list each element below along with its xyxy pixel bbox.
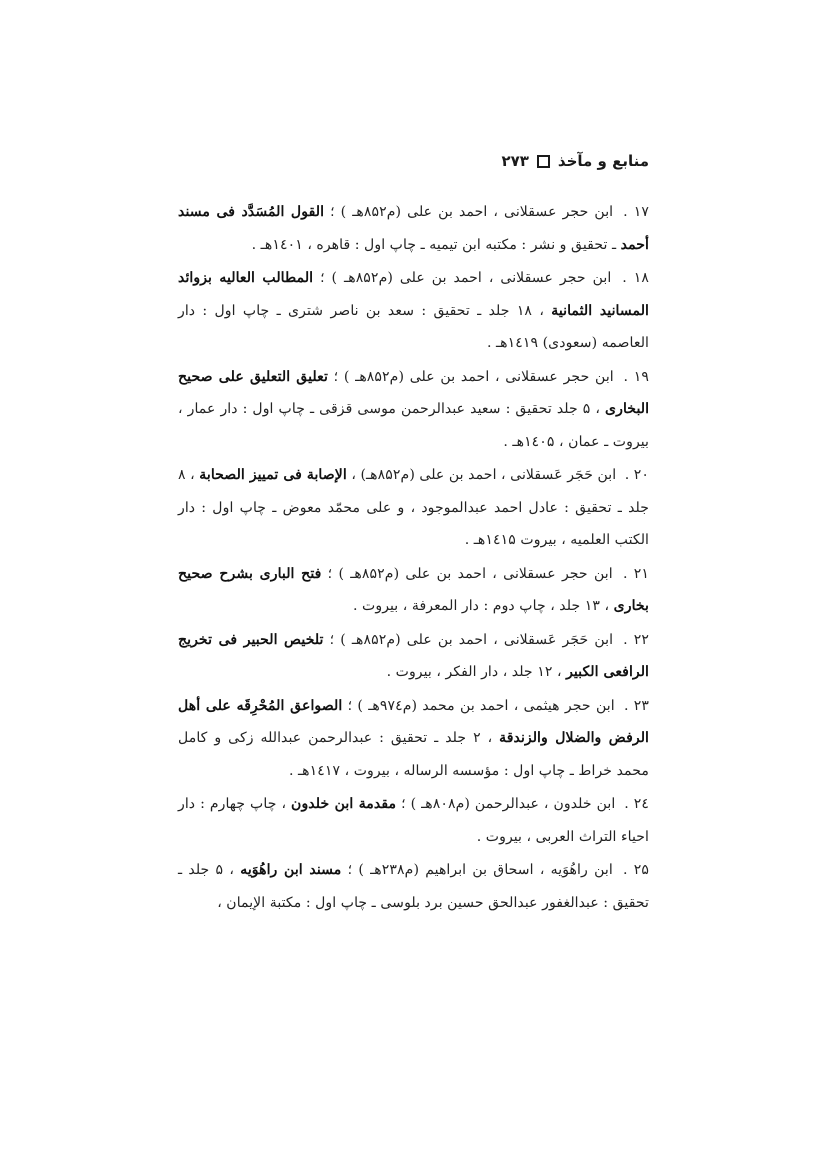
entry-number: ۲۳ .	[623, 697, 649, 714]
bibliography-list	[178, 196, 649, 920]
entry-details: ، ۱۸ جلد ـ تحقیق : سعد بن ناصر شتری ـ چاپ اول : دار العاصمه (سعودی) ۱٤۱۹هـ .	[178, 302, 649, 351]
entry-author: ابن حجر عسقلانی ، احمد بن علی (م۸۵۲هـ ) ؛	[320, 270, 612, 286]
square-ornament-icon	[537, 155, 550, 168]
entry-details: ، ۱۳ جلد ، چاپ دوم : دار المعرفة ، بیروت .	[352, 598, 610, 614]
entry-title: مسند ابن راهُوَیه	[240, 862, 342, 878]
entry-details: ، ۵ جلد ـ تحقیق : عبدالغفور عبدالحق حسین برد بلوسی ـ چاپ اول : مکتبة الإیمان ،	[178, 862, 649, 911]
entry-number: ۲۵ .	[623, 862, 649, 878]
bibliography-entry	[178, 788, 649, 853]
entry-author: ابن راهُوَیه ، اسحاق بن ابراهیم (م۲۳۸هـ ) ؛	[347, 862, 613, 878]
entry-title: الإصابة فی تمییز الصحابة	[199, 467, 347, 483]
entry-author: ابن حجر هیثمی ، احمد بن محمد (م۹۷٤هـ ) ؛	[347, 697, 615, 714]
running-header	[178, 152, 649, 170]
entry-title: القول المُسَدَّد فی مسند أحمد	[178, 204, 649, 253]
entry-number: ۲۱ .	[622, 565, 649, 582]
bibliography-entry	[178, 196, 649, 261]
entry-number: ۱۹ .	[623, 368, 649, 385]
entry-author: ابن حجر عسقلانی ، احمد بن علی (م۸۵۲هـ ) ؛	[333, 368, 614, 385]
bibliography-entry	[178, 262, 649, 360]
entry-title: مقدمة ابن خلدون	[291, 796, 397, 812]
entry-title: تعلیق التعلیق علی صحیح البخاری	[178, 368, 650, 417]
entry-author: ابن حَجَر عَسقلانی ، احمد بن علی (م۸۵۲هـ) ،	[351, 467, 617, 483]
entry-details: ـ تحقیق و نشر : مکتبه ابن تیمیه ـ چاپ اول : قاهره ، ۱٤۰۱هـ .	[251, 236, 617, 253]
header-title: منابع و مآخذ	[557, 152, 649, 170]
entry-author: ابن خلدون ، عبدالرحمن (م۸۰۸هـ ) ؛	[401, 796, 616, 812]
entry-number: ۲۰ .	[624, 467, 650, 483]
entry-number: ۲٤ .	[624, 796, 650, 812]
bibliography-entry	[178, 558, 649, 623]
entry-title: فتح الباری بشرح صحیح بخاری	[178, 565, 649, 614]
entry-details: ، ۸ جلد ـ تحقیق : عادل احمد عبدالموجود ، و علی محمّد معوض ـ چاپ اول : دار الکتب العلمیه ، بیروت ۱٤۱۵هـ .	[178, 467, 649, 548]
bibliography-entry	[178, 854, 649, 919]
entry-author: ابن حجر عسقلانی ، احمد بن علی (م۸۵۲هـ ) ؛	[330, 204, 614, 220]
entry-author: ابن حَجَر عَسقلانی ، احمد بن علی (م۸۵۲هـ ) ؛	[329, 631, 614, 648]
bibliography-entry	[178, 459, 649, 557]
entry-number: ۱۷ .	[623, 204, 649, 220]
entry-title: تلخیص الحبیر فی تخریج الرافعی الکبیر	[178, 631, 649, 680]
entry-details: ، ۱۲ جلد ، دار الفکر ، بیروت .	[386, 664, 562, 680]
entry-number: ۲۲ .	[623, 631, 650, 648]
entry-details: ، چاپ چهارم : دار احیاء التراث العربی ، بیروت .	[178, 796, 649, 845]
bibliography-entry	[178, 361, 649, 459]
entry-title: الصواعق المُحْرِقَه علی أهل الرفض والضلال والزندقة	[178, 697, 649, 746]
entry-title: المطالب العالیه بزوائد المسانید الثمانیة	[178, 270, 649, 319]
page-number: ۲۷۳	[501, 152, 529, 170]
entry-details: ، ۵ جلد تحقیق : سعید عبدالرحمن موسی قزقی ـ چاپ اول : دار عمار ، بیروت ـ عمان ، ۱٤۰۵هـ .	[178, 401, 649, 450]
bibliography-entry	[178, 624, 649, 689]
entry-details: ، ۲ جلد ـ تحقیق : عبدالرحمن عبدالله زکی و کامل محمد خراط ـ چاپ اول : مؤسسه الرساله ، بیروت ، ۱٤۱۷هـ .	[178, 730, 649, 779]
entry-author: ابن حجر عسقلانی ، احمد بن علی (م۸۵۲هـ ) ؛	[327, 565, 613, 582]
entry-number: ۱۸ .	[622, 270, 650, 286]
bibliography-entry	[178, 690, 649, 788]
